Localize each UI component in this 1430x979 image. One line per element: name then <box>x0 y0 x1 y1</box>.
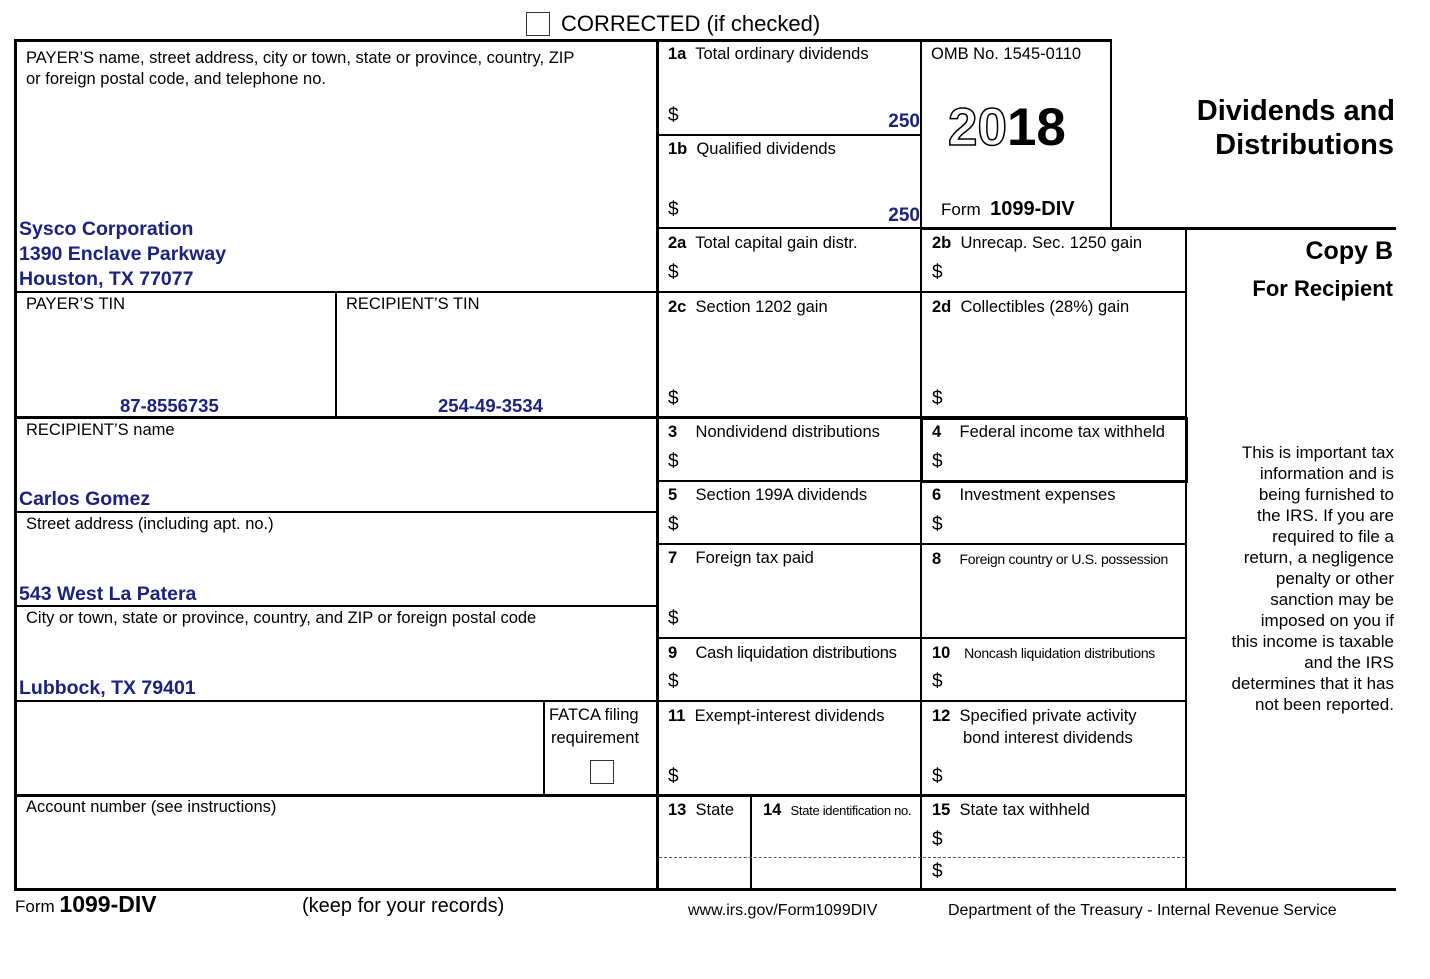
omb-number: OMB No. 1545-0110 <box>931 45 1082 63</box>
divider-v-right <box>1185 227 1187 891</box>
divider-v-state <box>750 794 752 891</box>
box-15-label: 15 State tax withheld <box>932 801 1090 819</box>
divider-h-city <box>14 700 1187 702</box>
account-number-label: Account number (see instructions) <box>26 798 277 816</box>
payer-city: Houston, TX 77077 <box>19 268 194 290</box>
box-2d-label: 2d Collectibles (28%) gain <box>932 298 1130 316</box>
box-12-label-line2: bond interest dividends <box>963 729 1133 747</box>
box-3-label: 3 Nondividend distributions <box>668 423 880 441</box>
payer-label-line1: PAYER’S name, street address, city or town, state or province, country, ZIP <box>26 49 575 67</box>
box-4-label: 4 Federal income tax withheld <box>932 423 1165 441</box>
divider-h-payer <box>14 291 1187 293</box>
footer-url: www.irs.gov/Form1099DIV <box>688 902 878 919</box>
box-2a-dollar: $ <box>668 262 679 283</box>
form-id-header: Form 1099-DIV <box>941 198 1075 220</box>
payer-label-line2: or foreign postal code, and telephone no. <box>26 70 326 88</box>
recipient-tin-value: 254-49-3534 <box>438 395 543 416</box>
divider-v-payer <box>656 39 659 891</box>
box-15-dollar-2: $ <box>932 861 943 882</box>
city-address-label: City or town, state or province, country, and ZIP or foreign postal code <box>26 609 537 627</box>
divider-h-year <box>920 227 1396 230</box>
notice-text: This is important tax information and is being furnished to the IRS. If you are required to file a return, a negligence penalty or other sanction may be imposed on you if this income is taxable and the IRS determines that it has not been reported. <box>1231 443 1394 714</box>
box-12-dollar: $ <box>932 766 943 787</box>
box-4-dollar: $ <box>932 451 943 472</box>
corrected-checkbox[interactable] <box>526 12 550 36</box>
box-2c-dollar: $ <box>668 388 679 409</box>
box-5-dollar: $ <box>668 514 679 535</box>
payer-tin-label: PAYER’S TIN <box>26 295 126 313</box>
box-9-label: 9 Cash liquidation distributions <box>668 644 897 662</box>
box-13-label: 13 State <box>668 801 735 819</box>
form-title-line1: Dividends and <box>1196 95 1395 127</box>
box-6-dollar: $ <box>932 514 943 535</box>
payer-tin-value: 87-8556735 <box>120 395 219 416</box>
box-1a-label: 1a Total ordinary dividends <box>668 45 869 63</box>
corrected-label: CORRECTED (if checked) <box>561 11 821 36</box>
box-1b-label: 1b Qualified dividends <box>668 140 836 158</box>
divider-h-name <box>14 511 658 513</box>
box-1a-value[interactable]: 250 <box>888 111 920 132</box>
box-2d-dollar: $ <box>932 388 943 409</box>
form-left-border <box>14 39 17 891</box>
box-1a-dollar: $ <box>668 105 679 126</box>
divider-h-1b <box>656 227 922 229</box>
box-2b-label: 2b Unrecap. Sec. 1250 gain <box>932 234 1143 252</box>
divider-h-box5 <box>656 543 1187 545</box>
box-2a-label: 2a Total capital gain distr. <box>668 234 858 252</box>
box-3-dollar: $ <box>668 451 679 472</box>
state-dashed-line <box>659 857 1185 858</box>
for-recipient-label: For Recipient <box>1252 276 1393 301</box>
divider-h-1a <box>656 134 922 136</box>
box-12-label-line1: 12 Specified private activity <box>932 707 1137 725</box>
recipient-tin-label: RECIPIENT’S TIN <box>346 295 480 313</box>
box-15-dollar-1: $ <box>932 829 943 850</box>
box-1b-dollar: $ <box>668 199 679 220</box>
divider-v-fatca <box>543 700 545 796</box>
payer-street: 1390 Enclave Parkway <box>19 243 227 265</box>
box-14-label: 14 State identification no. <box>763 801 912 819</box>
form-bottom-border <box>14 888 1396 891</box>
city-address-value: Lubbock, TX 79401 <box>19 677 196 699</box>
box-10-label: 10 Noncash liquidation distributions <box>932 644 1156 662</box>
footer-form-id: Form 1099-DIV <box>15 891 157 917</box>
fatca-checkbox[interactable] <box>590 760 614 784</box>
divider-v-omb <box>1110 39 1112 229</box>
street-address-value: 543 West La Patera <box>19 583 197 605</box>
box-5-label: 5 Section 199A dividends <box>668 486 868 504</box>
box-2b-dollar: $ <box>932 262 943 283</box>
form-title-line2: Distributions <box>1215 129 1394 161</box>
tax-year <box>948 98 1066 158</box>
box-8-label: 8 Foreign country or U.S. possession <box>932 550 1168 568</box>
tax-year-prefix: 20 <box>948 98 1007 157</box>
box-1b-value[interactable]: 250 <box>888 205 920 226</box>
fatca-label-line1: FATCA filing <box>549 706 639 724</box>
form-top-border <box>15 39 1112 42</box>
box-11-dollar: $ <box>668 766 679 787</box>
recipient-name-value: Carlos Gomez <box>19 488 151 510</box>
recipient-name-label: RECIPIENT’S name <box>26 421 175 439</box>
divider-h-box7 <box>656 637 1187 639</box>
copy-b-label: Copy B <box>1305 237 1393 265</box>
footer-department: Department of the Treasury - Internal Revenue Service <box>948 902 1337 919</box>
street-address-label: Street address (including apt. no.) <box>26 515 274 533</box>
footer-keep-records: (keep for your records) <box>302 895 505 917</box>
payer-name: Sysco Corporation <box>19 218 194 240</box>
tax-year-suffix: 18 <box>1006 98 1066 157</box>
box-9-dollar: $ <box>668 671 679 692</box>
box-6-label: 6 Investment expenses <box>932 486 1116 504</box>
fatca-label-line2: requirement <box>551 729 640 747</box>
box-7-label: 7 Foreign tax paid <box>668 549 814 567</box>
box-2c-label: 2c Section 1202 gain <box>668 298 828 316</box>
box-11-label: 11 Exempt-interest dividends <box>668 707 885 725</box>
divider-v-tin <box>335 291 337 418</box>
box-7-dollar: $ <box>668 608 679 629</box>
box-10-dollar: $ <box>932 671 943 692</box>
